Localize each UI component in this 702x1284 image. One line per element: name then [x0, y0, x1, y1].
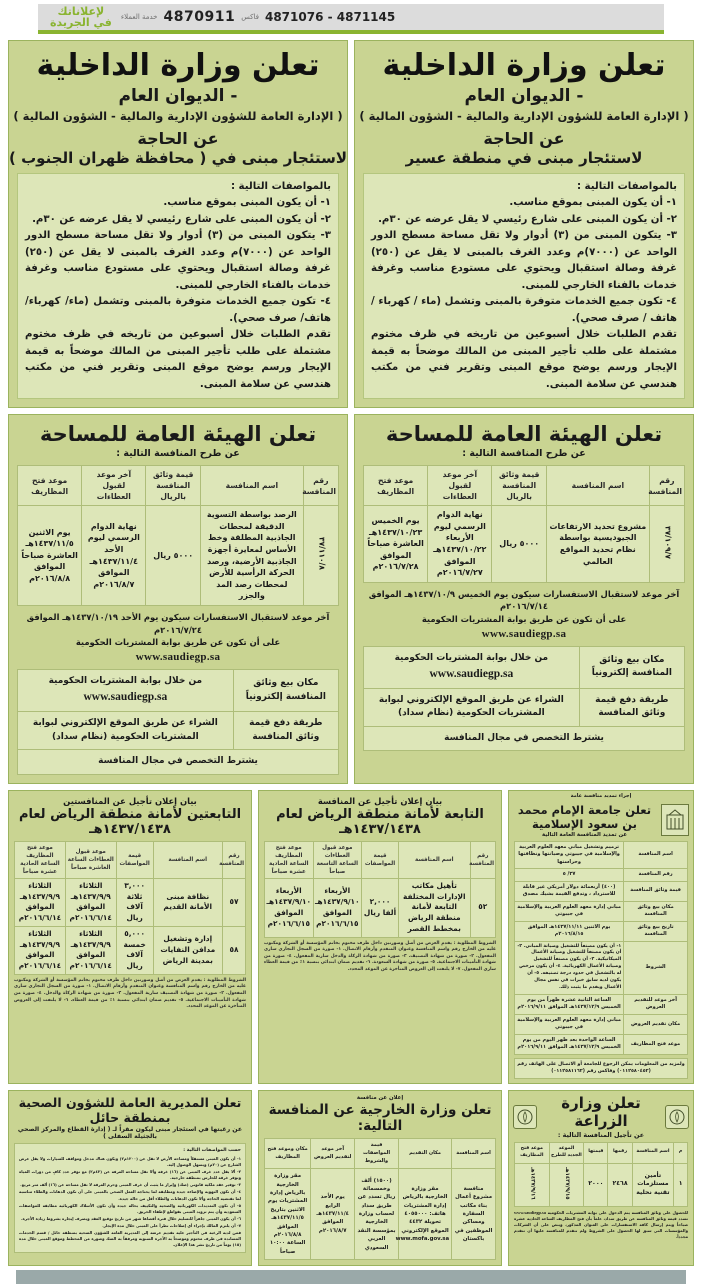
- tender-details-table: [363, 646, 685, 751]
- cell-label: مكان بيع وثائق المنافسة: [624, 901, 688, 921]
- imam-eyebrow: إجراء تمديد منافسة عامة: [570, 792, 632, 799]
- sale-place-text: من خلال بوابة المشتريات الحكومية: [394, 653, 549, 664]
- fine-print-line-1: للحصول على وثائق المنافسة يتم الدخول على بوابة المشتريات الحكومية: [547, 1209, 688, 1215]
- riyadh-double-conditions: [14, 978, 246, 1011]
- cell-tender-name: تأهيل مكاتب الإدارات المختلفة التابعة لأمانة منطقة الرياض بمخطط القصر: [398, 878, 470, 937]
- cell-last-submission-date: يوم الأحد الرابع ١٤٣٧/١١/٤هـ الموافق ٢٠١٦/٨/٧م: [311, 1169, 355, 1260]
- hail-subtitle: عن رغبتها في استئجار مبنى ليكون مقراً لـ ( إدارة القطاع والمركز الصحي بالجثيلة السفلى ): [17, 1126, 243, 1141]
- agriculture-portal-url[interactable]: www.saudiegp.sa: [514, 1209, 546, 1215]
- cell-label-sale-place: مكان بيع وثائق المنافسة إلكترونياً: [233, 670, 338, 712]
- ad-department: ( الإدارة العامة للشؤون الإدارية والمالية - الشؤون المالية ): [359, 108, 689, 123]
- agriculture-title-block: [543, 1094, 659, 1139]
- tender-subtitle: عن طرح المنافسة التالية :: [116, 448, 240, 460]
- spec-item: ١- أن يكون المبنى مستقلاً ومساحة الأرض لا تقل عن (١٢٠٠م٢) ويكون هناك مدخل ومواقف للسيارات ولا يقل عرض الشارع عن (٢٠م) ويسهل الوصول إليه.: [19, 1156, 241, 1168]
- col-envelope-opening: مكان وموعد فتح المظاريف: [265, 1139, 311, 1169]
- cell-value: ٢٠٠٠: [584, 1163, 608, 1206]
- spec-item: ٤- تكون جميع الخدمات متوفرة بالمبنى وتشمل (ماء/ كهرباء/ هاتف/ صرف صحي).: [25, 296, 331, 324]
- col-tender-number: رقم المنافسة: [649, 466, 684, 506]
- col-envelope-opening: موعد فتح المظاريف الساعة الحادية عشرة صباحاً: [265, 841, 314, 878]
- fax-numbers: 4871145 - 4871076: [264, 10, 396, 24]
- spec-heading: بالمواصفات التالية :: [230, 180, 331, 192]
- spec-item: ٥- أن تكون التمديدات الكهربائية والصحية والتكييف بحالة جيدة وأن تكون الأسلاك الكهربائية مطابقة للمواصفات السعودية وأن يتم تزويد المبنى بقواطع لإطفاء الحريق.: [19, 1202, 241, 1214]
- col-submission-place: مكان التقديم: [399, 1139, 452, 1169]
- col-tender-name: اسم المنافسة: [153, 841, 222, 878]
- newspaper-ads-page: [0, 4, 702, 1255]
- bottom-ads-row: [8, 1090, 694, 1266]
- fine-print-line-2: تسدد قيمة وثائق المنافسة عن طريق سداد، علماً بأن فتح المظاريف الساعة الحادية عشرة صباحاً ويتم إرسال كافة الاستفسارات على العنوان المذكور، وينص على أن الشركات والمؤسسات التي سبق لها الحصول على الشروط ولم تتقدم للمنافسة عليها أن تتقدم مجدداً.: [514, 1216, 688, 1239]
- cell-value-sale-place: [18, 670, 234, 712]
- tender-card-survey-left: [354, 414, 694, 783]
- hail-specifications: [14, 1143, 246, 1253]
- ad-specifications: [17, 173, 339, 400]
- table-row: [364, 726, 685, 751]
- ad-card-agriculture-ministry: [508, 1090, 694, 1266]
- spec-item: ٢- أن يكون المبنى على شارع رئيسي لا يقل عرضه عن ٣٠م.: [32, 213, 331, 225]
- hail-closing-note: فمن لديه الرغبة في التأجير عليه تقديم عرضه إلى المديرية العامة للشؤون الصحية بمنطقة حائل / قسم الخدمات المساندة في ظرف مختوم وموضحاً به الأجرة السنوية ومرفقاً به الصك وصورة من المخطط وموقع المبنى خلال مدة (١٥) يوماً من تاريخ نشر هذا الإعلان.: [19, 1229, 241, 1247]
- spec-item: ٣- توفير عقد ملكية قانوني (صك) وإبراز ما يثبت أن غرف المبنى وحرم الغرفة لا تقل مساحة عن (١٦) ألف متر مربع.: [20, 1182, 241, 1188]
- table-row: [265, 1169, 496, 1260]
- table-row: [265, 878, 496, 937]
- ad-purpose: لاستئجار مبنى في ( محافظة ظهران الجنوب ): [9, 148, 347, 167]
- cell-value: يوم الاثنين ١٤٣٧/١١/١١هـ الموافق ٢٠١٦/٨/١٥م: [515, 921, 624, 941]
- imam-footer-contact: ولمزيد من المعلومات يمكن الرجوع للجامعة أو الاتصال على الهاتف رقم (٠١١٢٥٨٠٤٥٢) وفاكس رقم (٠١١٢٥٨١١٦٢): [514, 1058, 688, 1079]
- riyadh-double-title: التابعتين لأمانة منطقة الرياض لعام ١٤٣٧/١٤٣٨هـ: [18, 806, 242, 837]
- tender-subtitle: عن طرح المنافسة التالية :: [462, 448, 586, 460]
- note-line-1: آخر موعد لاستقبال الاستفسارات سيكون يوم الأحد ١٤٣٧/١٠/١٩هـ الموافق ٢٠١٦/٧/٢٤م: [26, 611, 330, 635]
- col-document-price: قيمة وثائق المنافسة بالريال: [146, 466, 201, 506]
- riyadh-single-eyebrow: بيان إعلان تأجيل عن المنافسة: [317, 795, 443, 806]
- col-tender-number: رقمها: [608, 1143, 632, 1163]
- col-tender-number: رقم المنافسة: [222, 841, 245, 878]
- table-header-row: [18, 466, 339, 506]
- tender-number-value: ٣٧/١٠٩/٧: [663, 525, 673, 559]
- table-header-row: [364, 466, 685, 506]
- table-row: [18, 670, 339, 712]
- ad-need-label: عن الحاجة: [137, 128, 219, 148]
- ad-purpose: لاستئجار مبنى في منطقة عسير: [405, 148, 643, 167]
- tender-number-value: ٣٧/١١٠/٨: [317, 537, 327, 571]
- portal-url[interactable]: www.saudiegp.sa: [83, 690, 168, 703]
- cell-label: اسم المنافسة: [624, 841, 688, 869]
- table-row: [515, 901, 688, 921]
- table-row: [15, 878, 246, 926]
- cell-label: آخر موعد للتقديم العروض: [624, 994, 688, 1014]
- table-row: [18, 506, 339, 606]
- cell-label-sale-place: مكان بيع وثائق المنافسة إلكترونياً: [579, 647, 684, 689]
- cell-envelope-opening: الأربعاء ١٤٣٧/٩/١٠هـ الموافق ٢٠١٦/٦/١٥م: [265, 878, 314, 937]
- agriculture-table: [514, 1142, 688, 1207]
- spec-item: ١- أن يكون المبنى بموقع مناسب.: [163, 197, 331, 209]
- col-tender-number: رقم المنافسة: [303, 466, 338, 506]
- cell-envelope-opening: الثلاثاء ١٤٣٧/٩/٩هـ الموافق ٢٠١٦/٦/١٤م: [15, 878, 66, 926]
- cell-value: (٤٠٠) أربعمائة دولار أمريكي غير قابلة للاسترداد ، وتدفع القيمة بشيك مصدق: [515, 881, 624, 901]
- agriculture-title: تعلن وزارة الزراعة: [561, 1094, 641, 1131]
- col-tender-name: اسم المنافسة: [546, 466, 649, 506]
- col-serial: م: [674, 1143, 688, 1163]
- spec-heading: حسب المواصفات التالية :: [183, 1148, 241, 1154]
- cell-spec-price: ٣,٠٠٠ ثلاثة آلاف ريال: [116, 878, 153, 926]
- cell-label: تاريخ بيع وثائق المنافسة: [624, 921, 688, 941]
- table-row: [18, 712, 339, 750]
- cell-spec-price: ٥,٠٠٠ خمسة آلاف ريال: [116, 926, 153, 974]
- col-tender-name: اسم المنافسة: [452, 1139, 496, 1169]
- table-row: [364, 647, 685, 689]
- tender-note: [363, 588, 685, 642]
- cell-specialization-note: يشترط التخصص في مجال المنافسة: [364, 726, 685, 751]
- cell-bid-acceptance: الأربعاء ١٤٣٧/٩/١٠هـ الموافق ٢٠١٦/٦/١٥م: [313, 878, 362, 937]
- ad-card-asir: [354, 40, 694, 408]
- col-spec-price: قيمة المواصفات والشروط: [355, 1139, 399, 1169]
- spec-item: ١- أن يكون المبنى بموقع مناسب.: [509, 197, 677, 209]
- cell-value-payment-method: الشراء عن طريق الموقع الإلكتروني لبوابة المشتريات الحكومية (نظام سداد): [18, 712, 234, 750]
- riyadh-single-conditions: [264, 941, 496, 974]
- agriculture-emblem-icon: [513, 1105, 537, 1129]
- cell-value: ترميم وتشغيل مباني معهد العلوم العربية والإسلامية في جيبوتي وصيانتها ونظافتها وحراستها: [515, 841, 624, 869]
- brand-line-1: لإعلاناتك: [57, 5, 105, 18]
- cell-tender-name: نظافة مبنى الأمانة القديم: [153, 878, 222, 926]
- tender-title: تعلن الهيئة العامة للمساحة: [385, 422, 663, 447]
- opening-date-value: ١٤٣٧/٩/١٦هـ: [529, 1166, 536, 1200]
- imam-tender-table: [514, 841, 688, 1055]
- municipality-ads-row: [8, 790, 694, 1085]
- col-tender-number: رقم المنافسة: [470, 841, 495, 878]
- cell-new-date: [549, 1163, 584, 1206]
- mofa-title: تعلن وزارة الخارجية عن المنافسة التالية:: [268, 1102, 492, 1135]
- col-bid-acceptance: موعد قبول العطاءات الساعة التاسعة صباحاً: [313, 841, 362, 878]
- table-header-row: [265, 1139, 496, 1169]
- ad-subtitle: - الديوان العام: [118, 85, 238, 106]
- portal-url[interactable]: www.saudiegp.sa: [481, 627, 567, 640]
- cell-tender-number: ٢٤٦٨: [608, 1163, 632, 1206]
- ad-closing-note: تقدم الطلبات خلال أسبوعين من تاريخه في ظرف مختوم مشتملة على طلب تأجير المبنى من المالك موضحاً به قيمة الإيجار ورسم يوضح موقع المبنى وتقرير فني من مكتب هندسي عن سلامة المبنى.: [371, 329, 677, 390]
- spec-item: ٤- تكون جميع الخدمات متوفرة بالمبنى وتشمل (ماء / كهرباء / هاتف / صرف صحي).: [371, 296, 677, 324]
- table-header-row: [515, 1143, 688, 1163]
- tender-table: [363, 465, 685, 583]
- cell-tender-name: إدارة وتشغيل مدافن النفايات بمدينة الرياض: [153, 926, 222, 974]
- tender-note: [17, 611, 339, 665]
- ad-card-riyadh-single-tender: [258, 790, 502, 1085]
- cell-tender-name: منافسة مشروع أعمال بناء مكاتب السفارة ومساكن الموظفين في باكستان: [452, 1169, 496, 1260]
- cell-serial: ١: [674, 1163, 688, 1206]
- col-tender-name: اسم المنافسة: [398, 841, 470, 878]
- cell-tender-number: ٥٢: [470, 878, 495, 937]
- table-row: [515, 869, 688, 882]
- survey-authority-ads-row: [8, 414, 694, 783]
- cell-envelope-opening: يوم الخميس ١٤٣٧/١٠/٢٣هـ العاشرة صباحاً الموافق ٢٠١٦/٧/٢٨م: [364, 506, 428, 583]
- tender-table: [17, 465, 339, 606]
- table-row: [364, 506, 685, 583]
- col-envelope-opening: موعد فتح المظاريف الساعة الحادية عشرة صباحاً: [15, 841, 66, 878]
- cell-envelope-opening: مقر وزارة الخارجية بالرياض إدارة المشتريات يوم الاثنين بتاريخ ١٤٣٧/١١/٥هـ الموافق ٢٠١٦/٨/٨م الساعة ١٠:٠٠ صباحاً: [265, 1169, 311, 1260]
- service-label: خدمة العملاء: [120, 13, 158, 21]
- cell-envelope-opening: يوم الاثنين ١٤٣٧/١١/٥هـ العاشرة صباحاً الموافق ٢٠١٦/٨/٨م: [18, 506, 82, 606]
- cell-label: مكان تقديم العروض: [624, 1014, 688, 1034]
- cell-label: رقم المنافسة: [624, 869, 688, 882]
- ad-specifications: [363, 173, 685, 400]
- ad-department: ( الإدارة العامة للشؤون الإدارية والمالية - الشؤون المالية ): [13, 108, 343, 123]
- spec-item: ٤- أن تكون التهوية والإضاءة جيدة ومطابقة لما يحتاجه العمل الصحي بالمبنى على أن تكون الدهانات والطلاء مناسبة لما تقتضيه الحاجة وألا تكون الدهانات والطلاء أقل من حالة جيدة.: [19, 1189, 241, 1201]
- table-row: [515, 994, 688, 1014]
- cell-value: الساعة الثانية عشرة ظهراً من يوم الخميس ١٤٣٧/١٢/٩هـ الموافق ٢٠١٦/٩/١١م: [515, 994, 624, 1014]
- cell-label-payment-method: طريقة دفع قيمة وثائق المنافسة: [233, 712, 338, 750]
- table-row: [364, 688, 685, 726]
- cell-value-sale-place: [364, 647, 580, 689]
- ad-card-foreign-ministry: [258, 1090, 502, 1266]
- sale-place-text: من خلال بوابة المشتريات الحكومية: [48, 676, 203, 687]
- mofa-tender-table: [264, 1138, 496, 1260]
- new-date-value: ١٤٣٧/٩/١٥هـ: [564, 1166, 571, 1200]
- riyadh-single-table: [264, 841, 496, 938]
- cell-bid-deadline: نهاية الدوام الرسمي ليوم الأحد ١٤٣٧/١١/٤هـ الموافق ٢٠١٦/٨/٧م: [82, 506, 146, 606]
- spec-item: ٣- يتكون المبنى من (٣) أدوار ولا تقل مساحة مسطح الدور الواحد عن (٧٠٠٠)م وعدد الغرف بالمبنى لا يقل عن (٢٥٠) غرفة وصالة استقبال ويحتوي على مستودع مناسب وغرفة خدمات بالفناء الخارجي للمبنى.: [25, 230, 332, 291]
- table-row: [515, 841, 688, 869]
- agriculture-fine-print: [514, 1210, 688, 1240]
- tender-card-survey-right: [8, 414, 348, 783]
- conditions-text: الشروط المطلوبة : يقدم العرض من أصل وصورتين داخل ظرف مختوم بخاتم المؤسسة أو الشركة ومكتوب عليه من الخارج رقم واسم المنافسة وعنوان المتقدم وأرقام الاتصال. ١- صورة من السجل التجاري ساري المفعول. ٢- صورة من شهادة التصنيف. ٣- صورة من شهادة الزكاة والدخل سارية المفعول. ٤- صورة من شهادة التأمينات الاجتماعية. ٥- صورة من شهادة السعودة. ٦- تقديم ضمان ابتدائي بنسبة ١٪ من قيمة العطاء ساري المفعول. ٧- لا يلتفت إلى العروض المتأخرة عن الموعد المحدد.: [264, 940, 497, 973]
- cell-bid-deadline: نهاية الدوام الرسمي ليوم الأربعاء ١٤٣٧/١٠/٢٢هـ الموافق ٢٠١٦/٧/٢٧م: [428, 506, 492, 583]
- cell-spec-price: (١٥٠٠) ألف وخمسمائة ريال تسدد عن طريق سداد لحساب وزارة الخارجية بمؤسسة النقد العربي السعودي: [355, 1169, 399, 1260]
- col-bid-deadline: آخر موعد لقبول العطاءات: [82, 466, 146, 506]
- spec-item: ٢- أن يكون المبنى على شارع رئيسي لا يقل عرضه عن ٣٠م.: [378, 213, 677, 225]
- brand-line-2: في الجريدة: [50, 16, 112, 29]
- imam-title: تعلن جامعة الإمام محمد بن سعود الإسلامية: [517, 802, 652, 831]
- spec-heading: بالمواصفات التالية :: [576, 180, 677, 192]
- hail-title: تعلن المديرية العامة للشؤون الصحية بمنطقة حائل: [18, 1095, 242, 1126]
- col-tender-name: اسم المنافسة: [200, 466, 303, 506]
- table-row: [515, 941, 688, 994]
- portal-url[interactable]: www.saudiegp.sa: [135, 650, 221, 663]
- imam-subtitle: عن تمديد المنافسة العامة التالية: [541, 831, 628, 838]
- col-document-price: قيمة وثائق المنافسة بالريال: [492, 466, 547, 506]
- riyadh-single-title: التابعة لأمانة منطقة الرياض لعام ١٤٣٧/١٤٣٨هـ: [276, 806, 484, 837]
- table-row: [515, 1034, 688, 1054]
- ad-card-dhahran-aljanoub: [8, 40, 348, 408]
- spec-item: ٣- يتكون المبنى من (٣) أدوار ولا تقل مساحة مسطح الدور الواحد عن (٧٠٠٠)م وعدد الغرف بالمبنى لا يقل عن (٢٥٠) غرفة وصالة استقبال ويحتوي على مستودع مناسب وغرفة خدمات بالفناء الخارجي للمبنى.: [371, 230, 678, 291]
- service-number: 4870911: [163, 9, 236, 25]
- interior-ministry-ads-row: [8, 40, 694, 408]
- fax-label: فاكس: [241, 13, 259, 21]
- portal-url[interactable]: www.saudiegp.sa: [429, 667, 514, 680]
- spec-item: ٧- أن يلتزم المالك بإجراء أي إصلاحات تطرأ على المبنى خلال مدة الإيجار.: [102, 1222, 241, 1228]
- ad-card-hail-health-directorate: [8, 1090, 252, 1266]
- cell-label: الشروط: [624, 941, 688, 994]
- ad-card-imam-university: [508, 790, 694, 1085]
- conditions-text: الشروط المطلوبة : يقدم العرض من أصل وصورتين داخل ظرف مختوم بخاتم المؤسسة أو الشركة ومكتوب عليه من الخارج رقم واسم المنافسة وعنوان المتقدم وأرقام الاتصال. ١- صورة من السجل التجاري ساري المفعول. ٢- صورة من شهادة التصنيف سارية المفعول. ٣- صورة من شهادة الزكاة والدخل. ٤- صورة من شهادة التأمينات الاجتماعية. ٥- تقديم ضمان ابتدائي بنسبة ١٪ من قيمة العطاء. ٦- لا يلتفت إلى العروض المتأخرة عن الموعد المحدد.: [14, 977, 246, 1010]
- agriculture-subtitle: عن تأجيل المنافسة التالية :: [557, 1131, 645, 1140]
- col-envelope-opening: موعد فتح المظاريف: [364, 466, 428, 506]
- cell-value: مباني إدارة معهد العلوم العربية والإسلامية في جيبوتي: [515, 901, 624, 921]
- cell-submission-place: مقر وزارة الخارجية بالرياض إدارة المشتريات هاتف: ٤٠٥٥٠٠٠ تحويلة ٤٤٣٢ الموقع الإلكتروني www.mofa.gov.sa: [399, 1169, 452, 1260]
- table-header-row: [265, 841, 496, 878]
- col-last-submission-date: آخر موعد لتقديم العروض: [311, 1139, 355, 1169]
- ad-title: تعلن وزارة الداخلية: [36, 48, 320, 83]
- cell-bid-acceptance: الثلاثاء ١٤٣٧/٩/٩هـ الموافق ٢٠١٦/٦/١٤م: [65, 878, 116, 926]
- riyadh-double-table: [14, 841, 246, 975]
- col-tender-name: اسم المنافسة: [632, 1143, 674, 1163]
- col-new-date: الموعد الجديد للطرح: [549, 1143, 584, 1163]
- header-rule: [38, 30, 664, 34]
- imam-university-logo-icon: [661, 804, 689, 836]
- contact-header-bar: [38, 4, 664, 30]
- cell-label: موعد فتح المظاريف: [624, 1034, 688, 1054]
- riyadh-double-eyebrow: بيان إعلان تأجيل عن المنافستين: [63, 795, 197, 806]
- cell-envelope-opening: [515, 1163, 550, 1206]
- cell-envelope-opening: الثلاثاء ١٤٣٧/٩/٩هـ الموافق ٢٠١٦/٦/١٤م: [15, 926, 66, 974]
- note-line-1: آخر موعد لاستقبال الاستفسارات سيكون يوم الخميس ١٤٣٧/١٠/٩هـ الموافق ٢٠١٦/٧/١٤م: [368, 588, 680, 612]
- mofa-eyebrow: إعلان عن منافسة: [356, 1095, 404, 1102]
- ad-closing-note: تقدم الطلبات خلال أسبوعين من تاريخه في ظرف مختوم مشتملة على طلب تأجير المبنى من المالك موضحاً به قيمة الإيجار ورسم يوضح موقع المبنى وتقرير فني من مكتب هندسي عن سلامة المبنى.: [25, 329, 331, 390]
- col-spec-price: قيمة المواصفات: [116, 841, 153, 878]
- spec-item: ٦- أن يكون المبنى جاهزاً للتسليم خلال فترة أقصاها شهر من تاريخ توقيع العقد ويصرف إيجاره بشروط زيادة الأجرة.: [21, 1215, 241, 1221]
- cell-spec-price: ٢,٠٠٠ ألفا ريال: [362, 878, 399, 937]
- ad-subtitle: - الديوان العام: [464, 85, 584, 106]
- cell-tender-number: ٥٨: [222, 926, 245, 974]
- col-envelope-opening: موعد فتح المظاريف: [515, 1143, 550, 1163]
- cell-label-payment-method: طريقة دفع قيمة وثائق المنافسة: [579, 688, 684, 726]
- tender-details-table: [17, 669, 339, 774]
- col-bid-acceptance: موعد قبول العطاءات الساعة العاشرة صباحاً: [65, 841, 116, 878]
- spec-item: ٢- ألا يقل عدد غرف المبنى عن (١٦) غرفة وألا تقل مساحة الغرفة عن (٤٢م٢) مع توفر عدد كافٍ من دورات المياه وتوفر غرفة للحارس بمنطقة خارجية.: [19, 1169, 242, 1181]
- cell-tender-number: [649, 506, 684, 583]
- cell-document-price: ٥٠٠٠ ريال: [492, 506, 547, 583]
- table-header-row: [15, 841, 246, 878]
- col-spec-price: قيمة المواصفات: [362, 841, 399, 878]
- col-bid-deadline: آخر موعد لقبول العطاءات: [428, 466, 492, 506]
- tender-title: تعلن الهيئة العامة للمساحة: [39, 422, 317, 447]
- cell-tender-name: تأمين مستلزمات تقنية نحلية: [632, 1163, 674, 1206]
- imam-title-block: [513, 802, 656, 838]
- cell-tender-name: الرصد بواسطة التسوية الدقيقة لمحطات الجاذبية المطلقة وخط الأساس لمعايرة أجهزة الجاذبية الأرضية، ورصد الحركة الرأسية للأرض لمحطات رصد المد والجزر: [200, 506, 303, 606]
- table-row: [15, 926, 246, 974]
- imam-header: [509, 799, 693, 838]
- col-value: قيمتها: [584, 1143, 608, 1163]
- cell-tender-name: مشروع تحديد الارتفاعات الجيوديسية بواسطة نظام تحديد المواقع العالمي: [546, 506, 649, 583]
- note-line-2: على أن تكون عن طريق بوابة المشتريات الحكومية: [75, 637, 281, 648]
- cell-value: ١- أن يكون مصنفاً للتشغيل وصيانة المباني. ٢- أن يكون مصنفاً للتشغيل وصيانة الأعمال الميكانيكية. ٣- أن يكون مصنفاً للتشغيل وصيانة الأعمال الكهربائية. ٤- أن يكون مرخص له بالتشغيل في حدود درجة تصنيفه. ٥- أن يكون لديه سابق خبرات في نفس مجال الأعمال ويقدم ما يثبت ذلك.: [515, 941, 624, 994]
- table-row: [515, 881, 688, 901]
- cell-value: الساعة الواحدة بعد ظهر اليوم من يوم الخميس ١٤٣٧/١٢/٩هـ الموافق ٢٠١٦/٩/١١م: [515, 1034, 624, 1054]
- cell-document-price: ٥٠٠٠ ريال: [146, 506, 201, 606]
- cell-bid-acceptance: الثلاثاء ١٤٣٧/٩/٩هـ الموافق ٢٠١٦/٦/١٤م: [65, 926, 116, 974]
- cell-tender-number: [303, 506, 338, 606]
- cell-tender-number: ٥٧: [222, 878, 245, 926]
- table-row: [515, 1014, 688, 1034]
- ad-need-label: عن الحاجة: [483, 128, 565, 148]
- table-row: [515, 1163, 688, 1206]
- agriculture-emblem-icon: [665, 1105, 689, 1129]
- cell-label: قيمة وثائق المنافسة: [624, 881, 688, 901]
- cell-value-payment-method: الشراء عن طريق الموقع الإلكتروني لبوابة المشتريات الحكومية (نظام سداد): [364, 688, 580, 726]
- col-envelope-opening: موعد فتح المظاريف: [18, 466, 82, 506]
- cell-value: ٣٧/ ٥: [515, 869, 624, 882]
- cell-value: مباني إدارة معهد العلوم العربية والإسلامية في جيبوتي: [515, 1014, 624, 1034]
- table-row: [515, 921, 688, 941]
- table-row: [18, 750, 339, 775]
- ad-card-riyadh-double-tender: [8, 790, 252, 1085]
- page-footer-strip: [16, 1270, 686, 1284]
- ad-title: تعلن وزارة الداخلية: [382, 48, 666, 83]
- newspaper-brand-logo: [44, 6, 118, 28]
- agriculture-header: [509, 1091, 693, 1139]
- cell-specialization-note: يشترط التخصص في مجال المنافسة: [18, 750, 339, 775]
- note-line-2: على أن تكون عن طريق بوابة المشتريات الحكومية: [421, 613, 627, 624]
